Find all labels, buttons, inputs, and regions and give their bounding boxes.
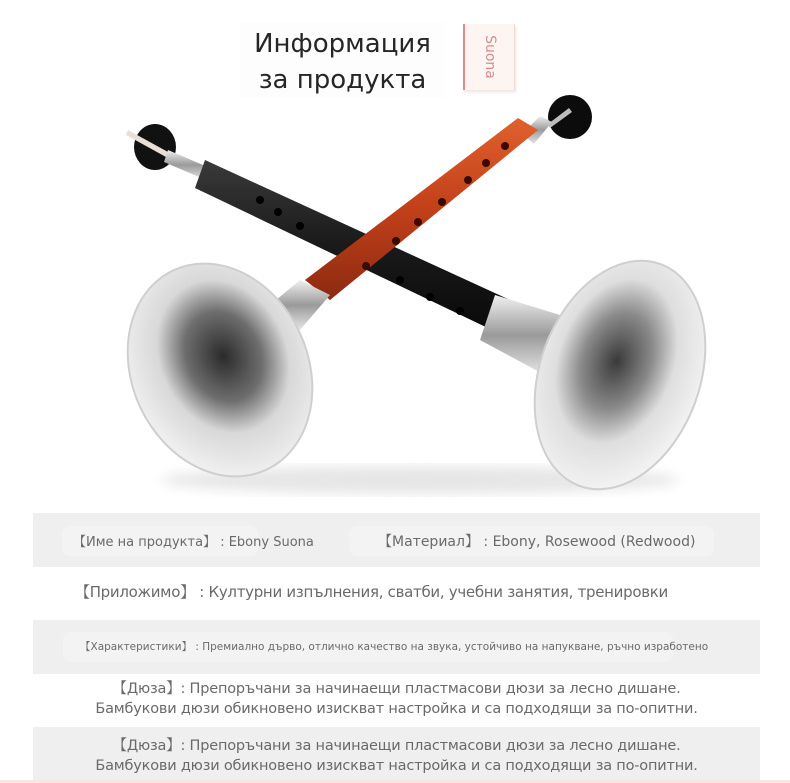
spec-reed-2: 【Дюза】: Препоръчани за начинаещи пластмасови дюзи за лесно дишане. Бамбукови дюзи обикновено изискват настройка и са подходящи за по-опитни. [95, 738, 698, 774]
suona-tag [463, 24, 515, 90]
suona-tag-label: Suona [481, 35, 498, 79]
spec-applicable: 【Приложимо】 : Културни изпълнения, сватби, учебни занятия, тренировки [75, 583, 668, 601]
spec-features: 【Характеристики】 : Премиално дърво, отлично качество на звука, устойчиво на напукване, ръчно изработено [80, 641, 709, 653]
page-title [240, 26, 445, 98]
spec-row-applicable [33, 567, 760, 620]
product-name-value: Ebony Suona [228, 535, 314, 550]
features-value: Премиално дърво, отлично качество на звука, устойчиво на напукване, ръчно изработено [202, 641, 709, 653]
spec-row-features [33, 620, 760, 674]
spec-reed-1: 【Дюза】: Препоръчани за начинаещи пластмасови дюзи за лесно дишане. Бамбукови дюзи обикновено изискват настройка и са подходящи за по-опитни. [95, 681, 698, 717]
spec-row-reed-1 [33, 674, 760, 726]
title-line-2: за продукта [258, 65, 427, 95]
applicable-value: Културни изпълнения, сватби, учебни занятия, тренировки [208, 583, 668, 601]
title-line-1: Информация [254, 29, 431, 59]
spec-name: 【Име на продукта】 : Ebony Suona [73, 535, 314, 550]
spec-row-reed-2 [33, 727, 760, 780]
material-value: Ebony, Rosewood (Redwood) [492, 534, 696, 550]
product-image [0, 90, 790, 510]
spec-row-name-material [33, 513, 760, 567]
spec-material: 【Материал】 : Ebony, Rosewood (Redwood) [378, 534, 696, 550]
